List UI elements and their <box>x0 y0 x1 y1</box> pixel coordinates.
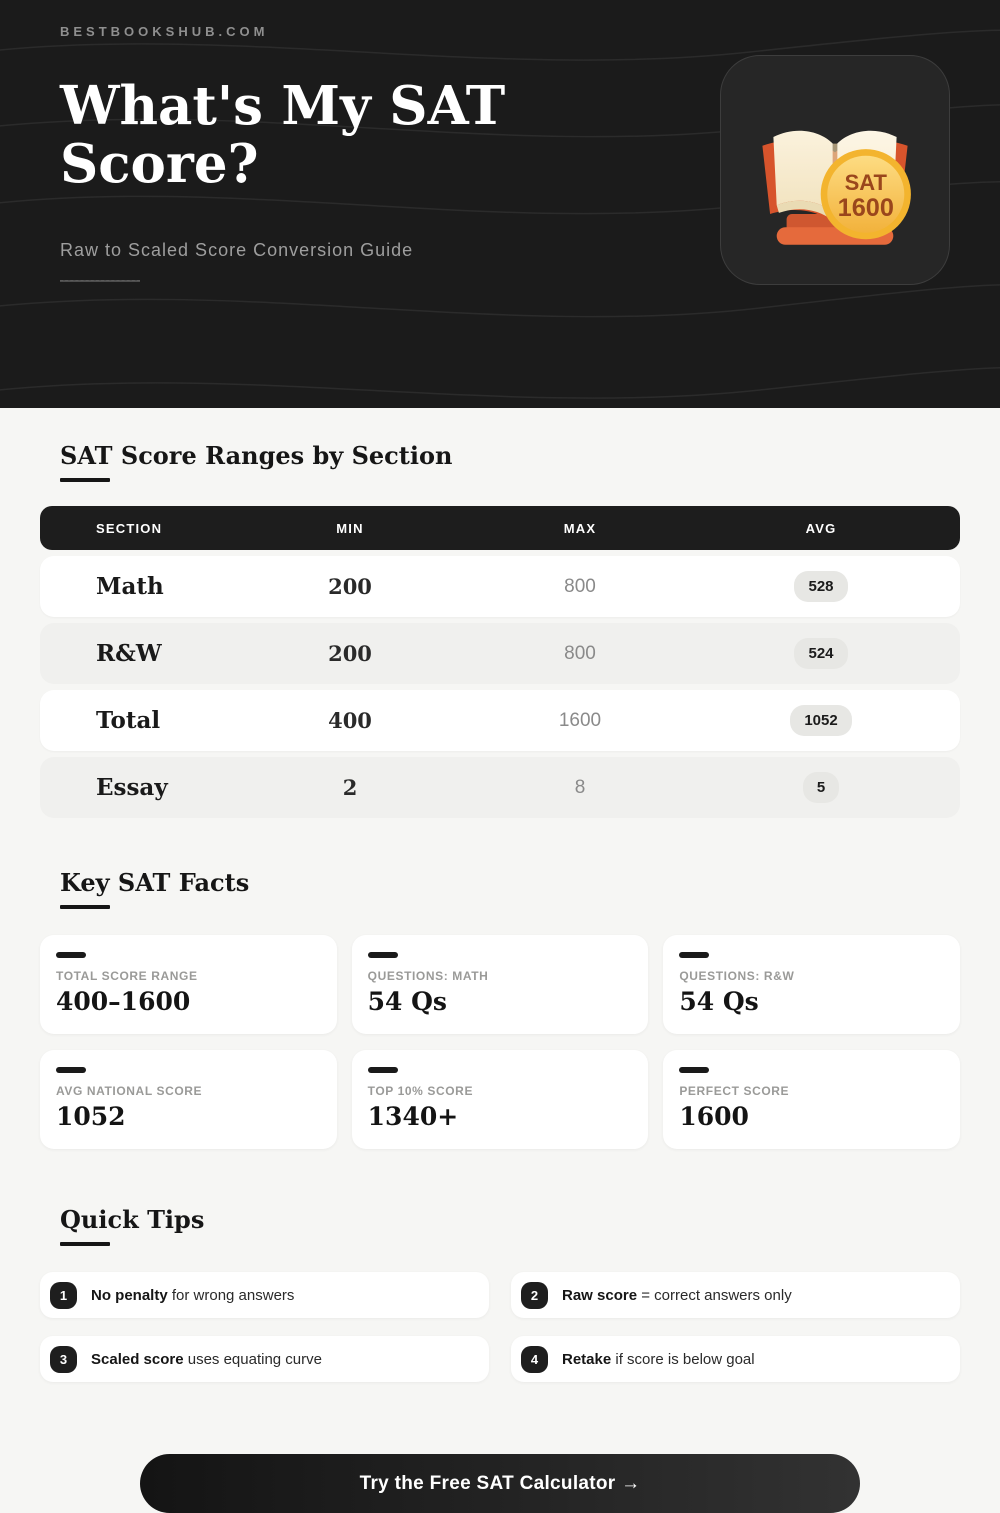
book-icon-card <box>720 55 950 285</box>
fact-value: 1340+ <box>367 1102 459 1131</box>
fact-dash <box>56 952 86 958</box>
page-title-line2: Score? <box>60 133 259 196</box>
fact-value: 54 Qs <box>367 987 448 1016</box>
cell-max: 1600 <box>558 709 602 731</box>
fact-value: 1052 <box>56 1102 126 1131</box>
column-header-min: MIN <box>336 520 364 536</box>
avg-badge: 524 <box>794 638 847 669</box>
tip-rest: uses equating curve <box>183 1350 322 1368</box>
sat-calculator-cta-button[interactable]: Try the Free SAT Calculator → <box>140 1454 860 1513</box>
key-facts-heading: Key SAT Facts <box>60 868 960 909</box>
key-facts-section <box>40 868 960 1149</box>
table-row-rw <box>40 623 960 684</box>
cell-avg <box>682 571 960 602</box>
fact-card-total-range <box>40 935 337 1034</box>
tip-card-1 <box>40 1272 489 1318</box>
fact-label: AVG NATIONAL SCORE <box>56 1084 203 1098</box>
fact-card-questions-rw <box>663 935 960 1034</box>
score-ranges-heading: SAT Score Ranges by Section <box>60 408 960 482</box>
tips-grid <box>40 1272 960 1382</box>
avg-badge: 528 <box>794 571 847 602</box>
tip-card-2 <box>511 1272 960 1318</box>
cell-min: 200 <box>328 641 372 666</box>
cta-container <box>40 1454 960 1513</box>
table-row-total <box>40 690 960 751</box>
fact-dash <box>368 952 398 958</box>
cell-min: 2 <box>342 775 358 800</box>
tip-text <box>562 1351 755 1368</box>
column-header-max: MAX <box>563 520 597 536</box>
fact-value: 1600 <box>679 1102 749 1131</box>
fact-card-avg-national <box>40 1050 337 1149</box>
avg-badge: 1052 <box>790 705 851 736</box>
tip-lead: Scaled score <box>91 1350 184 1368</box>
tip-lead: Raw score <box>562 1286 638 1304</box>
cell-avg <box>682 638 960 669</box>
cell-min: 400 <box>328 708 372 733</box>
fact-dash <box>56 1067 86 1073</box>
cell-max: 8 <box>574 776 586 798</box>
tip-text <box>91 1351 322 1368</box>
tip-rest: if score is below goal <box>611 1350 755 1368</box>
quick-tips-section <box>40 1205 960 1382</box>
cell-section: Total <box>96 707 161 734</box>
tip-number-badge: 1 <box>50 1282 77 1309</box>
fact-label: PERFECT SCORE <box>679 1084 790 1098</box>
fact-dash <box>679 952 709 958</box>
cell-section: R&W <box>96 640 162 667</box>
column-header-section: SECTION <box>96 520 163 536</box>
cell-max: 800 <box>564 642 596 664</box>
tip-lead: No penalty <box>91 1286 168 1304</box>
tip-number-badge: 3 <box>50 1346 77 1373</box>
cell-section: Math <box>96 573 164 600</box>
tip-card-4 <box>511 1336 960 1382</box>
hero-header <box>0 0 1000 408</box>
fact-label: TOTAL SCORE RANGE <box>56 969 198 983</box>
badge-text-sat: SAT <box>844 169 887 195</box>
cell-avg <box>682 705 960 736</box>
cell-min: 200 <box>328 574 372 599</box>
fact-value: 400–1600 <box>56 987 191 1016</box>
page-subtitle: Raw to Scaled Score Conversion Guide <box>60 239 414 260</box>
page-title <box>60 77 700 194</box>
table-header-row <box>40 506 960 550</box>
tip-text <box>562 1287 792 1304</box>
fact-value: 54 Qs <box>679 987 759 1016</box>
table-row-math <box>40 556 960 617</box>
badge-text-1600: 1600 <box>837 194 894 223</box>
main-content <box>0 408 1000 1513</box>
site-brand: BESTBOOKSHUB.COM <box>60 24 269 39</box>
facts-grid <box>40 935 960 1149</box>
tip-lead: Retake <box>562 1350 612 1368</box>
fact-card-perfect-score <box>663 1050 960 1149</box>
score-ranges-section <box>40 408 960 818</box>
cell-max: 800 <box>564 575 596 597</box>
quick-tips-heading: Quick Tips <box>60 1205 960 1246</box>
tip-card-3 <box>40 1336 489 1382</box>
fact-label: QUESTIONS: MATH <box>367 969 489 983</box>
fact-label: QUESTIONS: R&W <box>679 969 795 983</box>
cell-avg <box>682 772 960 803</box>
fact-dash <box>368 1067 398 1073</box>
score-table <box>40 506 960 818</box>
fact-card-top10 <box>352 1050 649 1149</box>
tip-number-badge: 2 <box>521 1282 548 1309</box>
table-row-essay <box>40 757 960 818</box>
tip-rest: = correct answers only <box>637 1286 792 1304</box>
avg-badge: 5 <box>803 772 839 803</box>
cell-section: Essay <box>96 774 168 801</box>
tip-rest: for wrong answers <box>167 1286 295 1304</box>
open-book-icon <box>747 82 923 258</box>
fact-label: TOP 10% SCORE <box>367 1084 474 1098</box>
page-title-line1: What's My SAT <box>60 75 506 137</box>
tip-text <box>91 1287 294 1304</box>
subtitle-underline <box>60 280 140 282</box>
fact-card-questions-math <box>352 935 649 1034</box>
tip-number-badge: 4 <box>521 1346 548 1373</box>
column-header-avg: AVG <box>805 520 837 536</box>
fact-dash <box>679 1067 709 1073</box>
